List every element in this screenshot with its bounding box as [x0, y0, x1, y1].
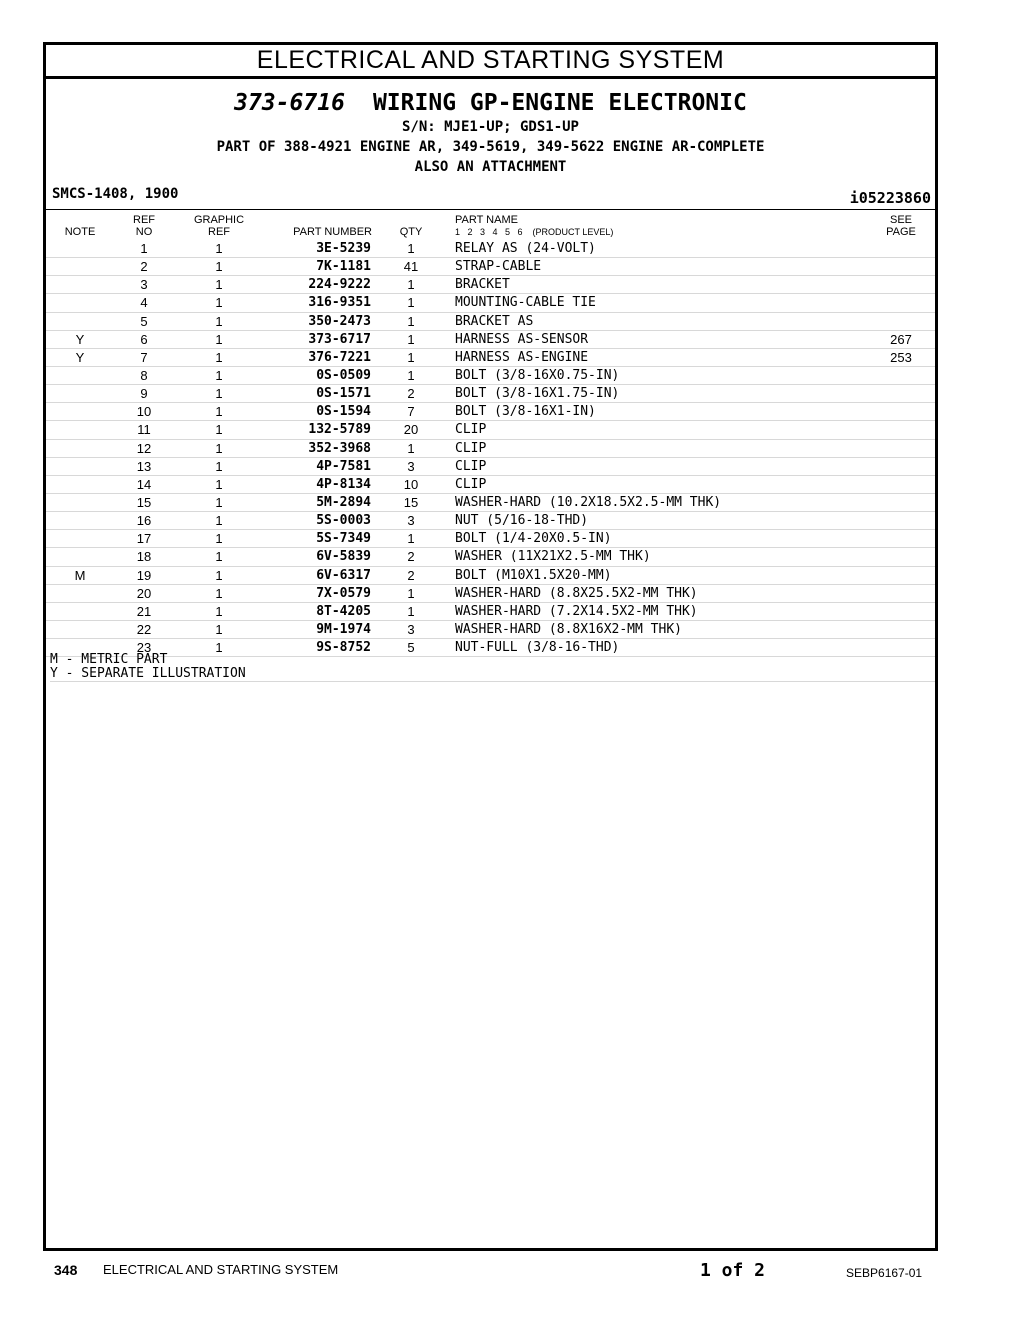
row-qty: 1	[407, 367, 415, 383]
row-part-number: 373-6717	[308, 331, 371, 347]
table-row	[46, 276, 935, 294]
row-graphic-ref: 1	[215, 476, 223, 492]
row-ref-no: 19	[136, 567, 152, 583]
row-graphic-ref: 1	[215, 349, 223, 365]
row-see-page: 253	[890, 349, 912, 365]
row-note: Y	[75, 349, 85, 365]
smcs-code: SMCS-1408, 1900	[52, 186, 179, 202]
row-part-name: WASHER-HARD (8.8X16X2-MM THK)	[455, 621, 682, 637]
table-row	[46, 494, 935, 512]
row-qty: 1	[407, 241, 415, 256]
table-row	[46, 621, 935, 639]
row-ref-no: 14	[136, 476, 152, 492]
table-row	[46, 530, 935, 548]
row-graphic-ref: 1	[215, 422, 223, 438]
header-qty: QTY	[399, 226, 423, 238]
footer-page-number: 348	[54, 1262, 78, 1278]
row-qty: 20	[403, 422, 419, 438]
row-part-name: HARNESS AS-SENSOR	[455, 331, 589, 347]
header-part-name: PART NAME	[455, 214, 518, 226]
row-part-number: 5S-0003	[316, 513, 371, 529]
row-ref-no: 16	[136, 513, 152, 529]
row-part-number: 9S-8752	[316, 640, 371, 656]
row-graphic-ref: 1	[215, 367, 223, 383]
table-row	[46, 331, 935, 349]
row-qty: 1	[407, 277, 415, 293]
row-qty: 1	[407, 531, 415, 547]
row-part-name: CLIP	[455, 440, 487, 456]
row-ref-no: 17	[136, 531, 152, 547]
table-row	[46, 548, 935, 566]
row-qty: 10	[403, 476, 419, 492]
row-part-name: CLIP	[455, 422, 487, 438]
row-note: M	[74, 567, 86, 583]
illustration-id: i05223860	[849, 189, 931, 207]
row-part-number: 4P-8134	[316, 476, 371, 492]
row-ref-no: 9	[140, 386, 148, 402]
header-part-number: PART NUMBER	[293, 226, 372, 238]
row-part-name: CLIP	[455, 458, 487, 474]
row-part-name: BRACKET	[455, 277, 510, 293]
note-metric: M - METRIC PART	[50, 652, 168, 667]
row-part-name: WASHER-HARD (7.2X14.5X2-MM THK)	[455, 603, 698, 619]
row-ref-no: 7	[140, 349, 148, 365]
row-qty: 3	[407, 458, 415, 474]
row-part-name: NUT (5/16-18-THD)	[455, 513, 589, 529]
row-graphic-ref: 1	[215, 494, 223, 510]
header-see-page: SEE PAGE	[886, 214, 916, 238]
row-graphic-ref: 1	[215, 458, 223, 474]
row-part-number: 7K-1181	[316, 259, 371, 275]
row-part-number: 6V-5839	[316, 549, 371, 565]
row-graphic-ref: 1	[215, 585, 223, 601]
row-part-name: BOLT (M10X1.5X20-MM)	[455, 567, 612, 583]
table-row	[46, 385, 935, 403]
row-ref-no: 21	[136, 603, 152, 619]
row-part-name: WASHER-HARD (10.2X18.5X2.5-MM THK)	[455, 494, 722, 510]
table-row	[46, 294, 935, 312]
row-part-name: MOUNTING-CABLE TIE	[455, 295, 596, 311]
group-number: 373-6716	[234, 90, 345, 116]
row-ref-no: 3	[140, 277, 148, 293]
row-graphic-ref: 1	[215, 386, 223, 402]
section-title: ELECTRICAL AND STARTING SYSTEM	[46, 45, 935, 79]
row-qty: 1	[407, 440, 415, 456]
row-part-number: 376-7221	[308, 349, 371, 365]
row-graphic-ref: 1	[215, 404, 223, 420]
header-graphic-ref: GRAPHIC REF	[193, 214, 245, 238]
page-frame	[43, 42, 938, 1251]
row-part-name: BOLT (3/8-16X1.75-IN)	[455, 386, 620, 402]
row-ref-no: 20	[136, 585, 152, 601]
table-row	[46, 512, 935, 530]
row-part-number: 352-3968	[308, 440, 371, 456]
table-row	[46, 421, 935, 439]
row-part-number: 0S-1571	[316, 386, 371, 402]
row-graphic-ref: 1	[215, 331, 223, 347]
row-ref-no: 22	[136, 621, 152, 637]
row-graphic-ref: 1	[215, 513, 223, 529]
row-graphic-ref: 1	[215, 259, 223, 275]
table-row	[46, 240, 935, 258]
row-ref-no: 13	[136, 458, 152, 474]
row-part-number: 3E-5239	[316, 241, 371, 256]
row-graphic-ref: 1	[215, 241, 223, 256]
row-qty: 2	[407, 549, 415, 565]
row-part-name: BOLT (1/4-20X0.5-IN)	[455, 531, 612, 547]
row-part-number: 5M-2894	[316, 494, 371, 510]
row-ref-no: 1	[140, 241, 148, 256]
row-graphic-ref: 1	[215, 640, 223, 656]
row-part-name: BOLT (3/8-16X0.75-IN)	[455, 367, 620, 383]
group-title	[46, 90, 935, 116]
row-graphic-ref: 1	[215, 549, 223, 565]
row-graphic-ref: 1	[215, 621, 223, 637]
row-graphic-ref: 1	[215, 603, 223, 619]
row-note: Y	[75, 331, 85, 347]
row-graphic-ref: 1	[215, 531, 223, 547]
row-qty: 2	[407, 567, 415, 583]
row-qty: 1	[407, 349, 415, 365]
row-part-name: BOLT (3/8-16X1-IN)	[455, 404, 596, 420]
row-see-page: 267	[890, 331, 912, 347]
row-qty: 1	[407, 585, 415, 601]
row-part-number: 224-9222	[308, 277, 371, 293]
row-ref-no: 6	[140, 331, 148, 347]
row-part-name: STRAP-CABLE	[455, 259, 542, 275]
row-ref-no: 10	[136, 404, 152, 420]
row-ref-no: 15	[136, 494, 152, 510]
table-row	[46, 367, 935, 385]
row-ref-no: 11	[137, 422, 151, 438]
row-qty: 15	[403, 494, 419, 510]
row-ref-no: 18	[136, 549, 152, 565]
row-part-name: CLIP	[455, 476, 487, 492]
row-qty: 3	[407, 621, 415, 637]
row-qty: 2	[407, 386, 415, 402]
table-row	[46, 313, 935, 331]
row-ref-no: 12	[136, 440, 152, 456]
row-qty: 3	[407, 513, 415, 529]
row-ref-no: 8	[140, 367, 148, 383]
row-qty: 1	[407, 313, 415, 329]
header-ref-no: REF NO	[133, 214, 155, 238]
header-note: NOTE	[64, 226, 96, 238]
table-row	[46, 440, 935, 458]
row-part-name: RELAY AS (24-VOLT)	[455, 241, 596, 256]
header-product-level: 1 2 3 4 5 6 (PRODUCT LEVEL)	[455, 227, 614, 237]
parts-table	[46, 240, 935, 657]
row-part-number: 7X-0579	[316, 585, 371, 601]
note-separate-illustration: Y - SEPARATE ILLUSTRATION	[50, 667, 935, 682]
row-qty: 7	[407, 404, 415, 420]
table-row	[46, 476, 935, 494]
row-part-name: WASHER (11X21X2.5-MM THK)	[455, 549, 651, 565]
header-divider	[46, 209, 935, 210]
serial-range: S/N: MJE1-UP; GDS1-UP	[401, 119, 579, 135]
row-graphic-ref: 1	[215, 313, 223, 329]
table-row	[46, 403, 935, 421]
row-part-number: 350-2473	[308, 313, 371, 329]
row-part-number: 0S-1594	[316, 404, 371, 420]
table-row	[46, 567, 935, 585]
footer-section: ELECTRICAL AND STARTING SYSTEM	[103, 1262, 339, 1277]
table-row	[46, 585, 935, 603]
notes-legend	[50, 653, 935, 682]
group-name: WIRING GP-ENGINE ELECTRONIC	[372, 90, 747, 116]
row-qty: 1	[407, 295, 415, 311]
row-part-number: 8T-4205	[316, 603, 371, 619]
table-row	[46, 458, 935, 476]
row-qty: 1	[407, 331, 415, 347]
row-part-name: NUT-FULL (3/8-16-THD)	[455, 640, 620, 656]
row-part-name: HARNESS AS-ENGINE	[455, 349, 589, 365]
row-graphic-ref: 1	[215, 295, 223, 311]
table-row	[46, 349, 935, 367]
footer-doc-id: SEBP6167-01	[846, 1266, 923, 1280]
row-graphic-ref: 1	[215, 277, 223, 293]
row-part-number: 0S-0509	[316, 367, 371, 383]
row-part-number: 132-5789	[308, 422, 371, 438]
row-graphic-ref: 1	[215, 567, 223, 583]
footer-sheet: 1 of 2	[700, 1260, 766, 1281]
row-ref-no: 4	[140, 295, 148, 311]
table-row	[46, 603, 935, 621]
row-part-name: BRACKET AS	[455, 313, 534, 329]
row-qty: 1	[407, 603, 415, 619]
row-part-name: WASHER-HARD (8.8X25.5X2-MM THK)	[455, 585, 698, 601]
row-graphic-ref: 1	[215, 440, 223, 456]
row-part-number: 6V-6317	[316, 567, 371, 583]
row-qty: 5	[407, 640, 415, 656]
row-ref-no: 23	[136, 640, 152, 656]
row-part-number: 4P-7581	[316, 458, 371, 474]
row-part-number: 316-9351	[308, 295, 371, 311]
row-ref-no: 2	[140, 259, 148, 275]
part-of-line: PART OF 388-4921 ENGINE AR, 349-5619, 349-5622 ENGINE AR-COMPLETE	[216, 139, 765, 155]
row-part-number: 9M-1974	[316, 621, 371, 637]
row-qty: 41	[403, 259, 419, 275]
row-part-number: 5S-7349	[316, 531, 371, 547]
attachment-line: ALSO AN ATTACHMENT	[414, 159, 567, 175]
table-row	[46, 258, 935, 276]
row-ref-no: 5	[140, 313, 148, 329]
